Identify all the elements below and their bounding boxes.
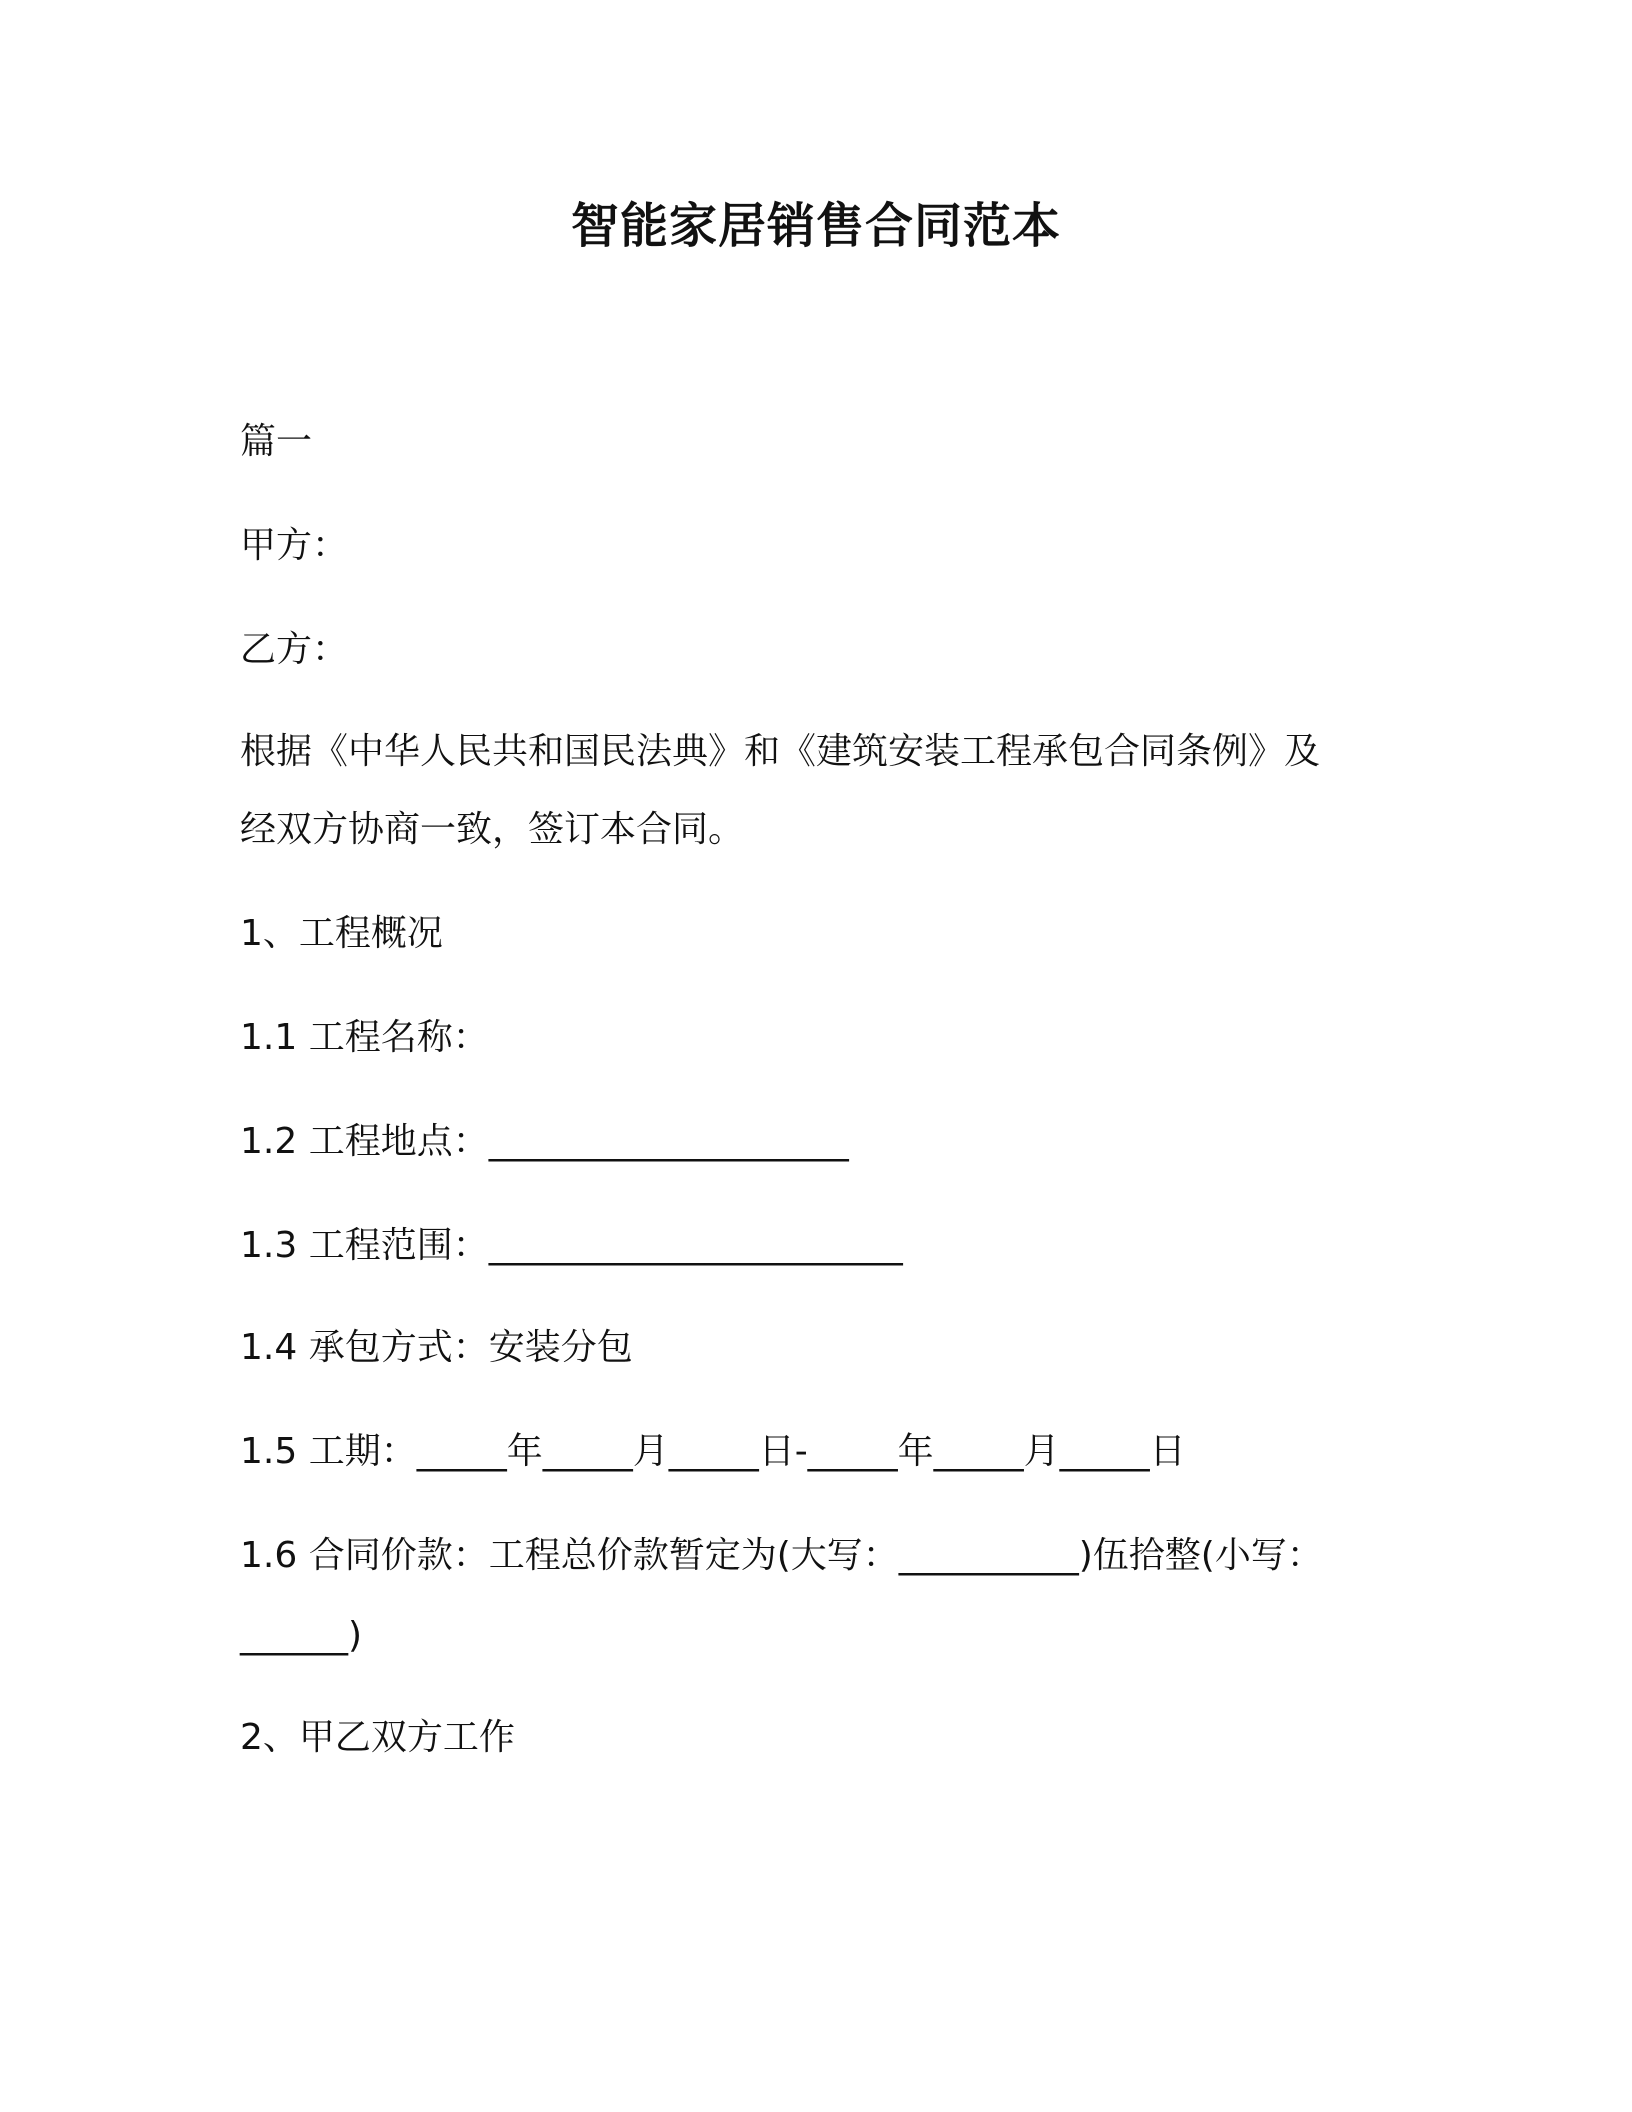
section-1-heading: 1、工程概况 [240, 913, 443, 954]
item-1-6-price-line-1: 1.6 合同价款：工程总价款暂定为(大写：__________)伍拾整(小写： [240, 1535, 1323, 1576]
party-a-label: 甲方： [240, 525, 349, 566]
section-2-heading: 2、甲乙双方工作 [240, 1717, 515, 1758]
preamble-line-1: 根据《中华人民共和国民法典》和《建筑安装工程承包合同条例》及 [240, 731, 1321, 772]
item-1-2-project-location: 1.2 工程地点：____________________ [240, 1121, 849, 1162]
section-heading: 篇一 [240, 421, 313, 462]
item-1-6-price-line-2: ______) [240, 1615, 363, 1656]
page-title: 智能家居销售合同范本 [570, 198, 1061, 254]
item-1-1-project-name: 1.1 工程名称： [240, 1017, 489, 1058]
item-1-5-duration: 1.5 工期：_____年_____月_____日-_____年_____月_____日 [240, 1431, 1186, 1472]
party-b-label: 乙方： [240, 629, 349, 670]
item-1-3-project-scope: 1.3 工程范围：_______________________ [240, 1225, 903, 1266]
item-1-4-contract-method: 1.4 承包方式：安装分包 [240, 1327, 633, 1368]
preamble-line-2: 经双方协商一致，签订本合同。 [240, 809, 745, 850]
